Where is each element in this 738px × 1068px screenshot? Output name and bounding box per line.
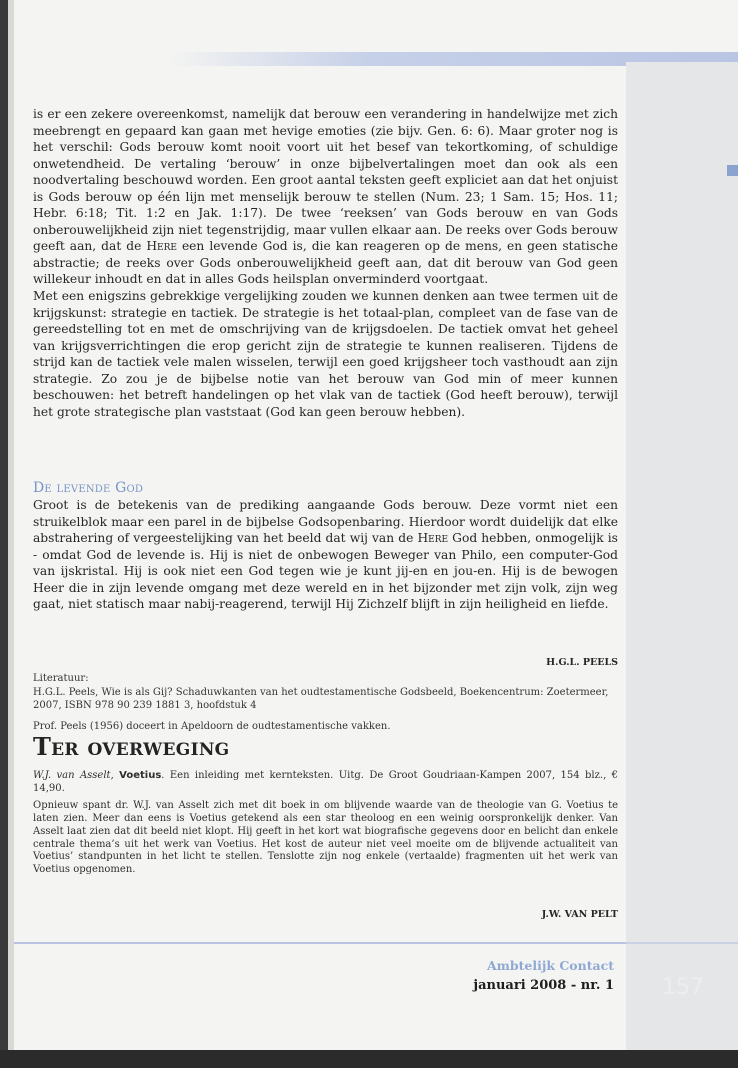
reviewer-signature: J.W. VAN PELT: [541, 909, 618, 920]
author-signature: H.G.L. PEELS: [546, 657, 618, 668]
page-left-edge: [0, 0, 8, 1068]
side-panel: [626, 62, 738, 1050]
review-heading: Ter overweging: [33, 732, 230, 761]
article-body: [33, 106, 618, 420]
literature-reference: H.G.L. Peels, Wie is als Gij? Schaduwkanten van het oudtestamentische Godsbeeld, Boekencentrum: Zoetermeer, 2007, ISBN 978 90 239 1881 3, hoofdstuk 4: [33, 686, 609, 712]
paragraph-strategie: Met een enigszins gebrekkige vergelijking zouden we kunnen denken aan twee termen uit de krijgskunst: strategie en tactiek. De strategie is het totaal-plan, compleet van de fase van de gereedstelling tot en met de omschrijving van de krijgsdoelen. De tactiek omvat het geheel van krijgsverrichtingen die erop gericht zijn de strategie te kunnen realiseren. Tijdens de strijd kan de tactiek vele malen wisselen, terwijl een goed krijgsheer toch vasthoudt aan zijn strategie. Zo zou je de bijbelse notie van het berouw van God min of meer kunnen beschouwen: het betreft handelingen op het vlak van de tactiek (God heeft berouw), terwijl het grote strategische plan vaststaat (God kan geen berouw hebben).: [33, 289, 618, 419]
author-bio: Prof. Peels (1956) doceert in Apeldoorn de oudtestamentische vakken.: [33, 720, 391, 732]
issue-label: januari 2008 - nr. 1: [473, 978, 614, 993]
literature-block: [33, 672, 618, 733]
book-review: [33, 770, 618, 877]
footer: [430, 958, 614, 993]
section-text: Groot is de betekenis van de prediking aangaande Gods berouw. Deze vormt niet een struikelblok maar een parel in de bijbelse Godsopenbaring. Hierdoor wordt duidelijk dat elke abstrahering of vergeestelijking van het beeld dat wij van de Here God hebben, onmogelijk is - omdat God de levende is. Hij is niet de onbewogen Beweger van Philo, een computer-God van ijskristal. Hij is ook niet een God tegen wie je kunt jij-en en jou-en. Hij is de bewogen Heer die in zijn levende omgang met deze wereld en in het bijzonder met zijn volk, zijn weg gaat, niet statisch maar nabij-reagerend, terwijl Hij Zichzelf blijft in zijn heiligheid en liefde.: [33, 498, 618, 612]
review-author: W.J. van Asselt: [33, 770, 111, 781]
page-number: 157: [662, 975, 704, 1000]
here-smallcaps-2: Here: [417, 531, 449, 546]
review-book-title: Voetius: [119, 770, 162, 781]
review-book-info: W.J. van Asselt, Voetius. Een inleiding met kernteksten. Uitg. De Groot Goudriaan-Kampen 2007, 154 blz., € 14,90.: [33, 770, 619, 794]
side-marker: [727, 165, 738, 176]
footer-rule-panel: [626, 942, 738, 944]
page-bottom-edge: [0, 1050, 738, 1068]
footer-rule: [14, 942, 626, 944]
paragraph-berouw: is er een zekere overeenkomst, namelijk dat berouw een verandering in handelwijze met zich meebrengt en gepaard kan gaan met hevige emoties (zie bijv. Gen. 6: 6). Maar groter nog is het verschil: Gods berouw komt nooit voort uit het besef van tekortkoming, of schuldige onwetendheid. De vertaling ‘berouw’ in onze bijbelvertalingen moet dan ook als een noodvertaling beschouwd worden. Een groot aantal teksten geeft expliciet aan dat het onjuist is Gods berouw op één lijn met menselijk berouw te stellen (Num. 23; 1 Sam. 15; Hos. 11; Hebr. 6:18; Tit. 1:2 en Jak. 1:17). De twee ‘reeksen’ van Gods berouw en van Gods onberouwelijkheid zijn niet tegenstrijdig, maar vullen elkaar aan. De reeks over Gods berouw geeft aan, dat de Here een levende God is, die kan reageren op de mens, en geen statische abstractie; de reeks over Gods onberouwelijkheid geeft aan, dat dit berouw van God geen willekeur inhoudt en dat in alles Gods heilsplan onverminderd voortgaat.: [33, 107, 619, 287]
review-text: Opnieuw spant dr. W.J. van Asselt zich met dit boek in om blijvende waarde van de theologie van G. Voetius te laten zien. Meer dan eens is Voetius getekend als een star theoloog en een weinig oorspronkelijk denker. Van Asselt laat zien dat dit beeld niet klopt. Hij geeft in het kort wat biografische gegevens door en belicht dan enkele centrale thema’s uit het werk van Voetius. Het kost de auteur niet veel moeite om de blijvende actualiteit van Voetius’ standpunten in het licht te stellen. Tenslotte zijn nog enkele (vertaalde) fragmenten uit het werk van Voetius opgenomen.: [33, 800, 618, 875]
literature-label: Literatuur:: [33, 673, 89, 684]
here-smallcaps: Here: [146, 239, 177, 254]
magazine-name: Ambtelijk Contact: [486, 958, 614, 973]
section-heading: De levende God: [33, 480, 144, 496]
page-binding-shadow: [8, 0, 14, 1068]
